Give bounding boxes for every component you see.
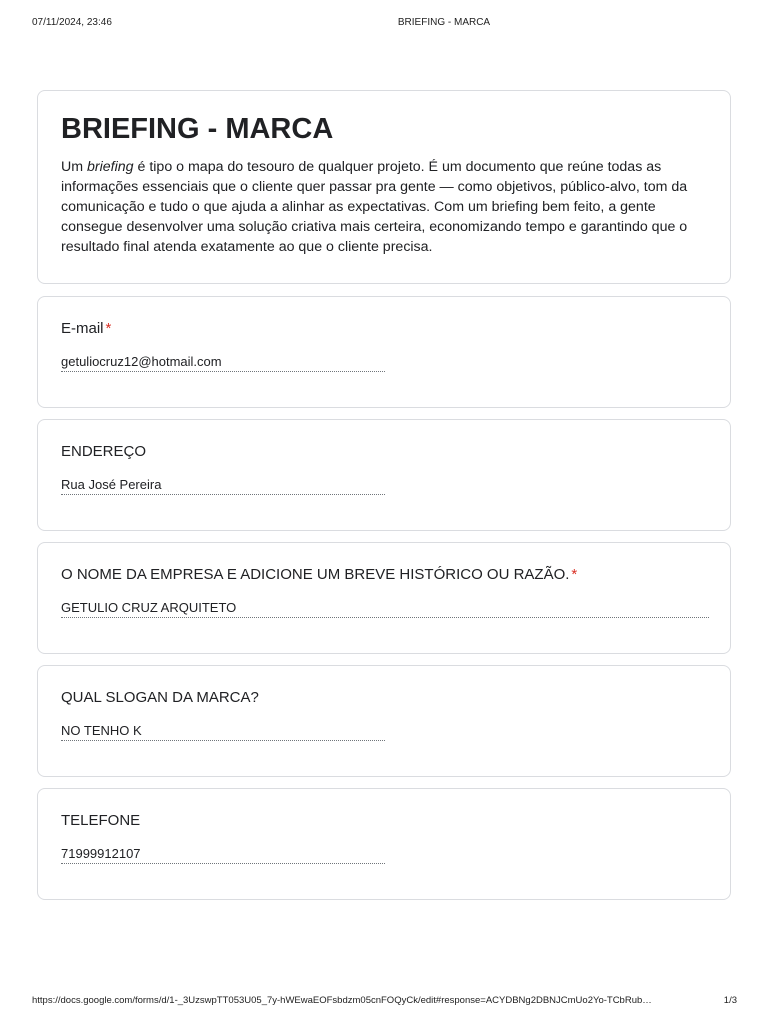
question-card-phone bbox=[37, 788, 731, 900]
answer-field-phone[interactable]: 71999912107 bbox=[61, 845, 385, 864]
answer-field-slogan[interactable]: NO TENHO K bbox=[61, 722, 385, 741]
answer-field-company[interactable]: GETULIO CRUZ ARQUITETO bbox=[61, 599, 709, 618]
page-number: 1/3 bbox=[723, 995, 737, 1006]
print-header bbox=[0, 17, 768, 31]
form-description-rest: é tipo o mapa do tesouro de qualquer projeto. É um documento que reúne todas as informações essenciais que o cliente quer passar pra gente — como objetivos, público-alvo, tom da comunicação e tudo o que ajuda a alinhar as expectativas. Com um briefing bem feito, a gente consegue desenvolver uma solução criativa mais certeira, economizando tempo e garantindo que o resultado final atenda exatamente ao que o cliente precisa. bbox=[61, 159, 688, 255]
print-url: https://docs.google.com/forms/d/1-_3UzswpTT053U05_7y-hWEwaEOFsbdzm05cnFOQyCk/edit#response=ACYDBNg2DBNJCmUo2Yo-TCbRub… bbox=[32, 995, 652, 1006]
question-label bbox=[61, 811, 707, 831]
question-card-email bbox=[37, 296, 731, 408]
answer-field-address[interactable]: Rua José Pereira bbox=[61, 476, 385, 495]
question-card-slogan bbox=[37, 665, 731, 777]
print-title: BRIEFING - MARCA bbox=[397, 17, 491, 28]
print-footer bbox=[0, 995, 768, 1009]
question-label-text: TELEFONE bbox=[61, 812, 141, 829]
question-label-text: QUAL SLOGAN DA MARCA? bbox=[61, 689, 259, 706]
question-label-text: ENDEREÇO bbox=[61, 443, 147, 460]
form-description-prefix: Um bbox=[61, 159, 88, 175]
question-card-company bbox=[37, 542, 731, 654]
form-title: BRIEFING - MARCA bbox=[61, 113, 334, 145]
question-label-text: O NOME DA EMPRESA E ADICIONE UM BREVE HISTÓRICO OU RAZÃO. bbox=[61, 566, 570, 583]
question-label bbox=[61, 319, 707, 339]
form-description bbox=[61, 157, 707, 257]
question-label bbox=[61, 688, 707, 708]
question-label-text: E-mail bbox=[61, 320, 104, 337]
question-label bbox=[61, 442, 707, 462]
question-label bbox=[61, 565, 707, 585]
answer-field-email[interactable]: getuliocruz12@hotmail.com bbox=[61, 353, 385, 372]
print-datetime: 07/11/2024, 23:46 bbox=[32, 17, 112, 28]
required-marker: * bbox=[571, 566, 578, 583]
required-marker: * bbox=[105, 320, 112, 337]
form-header-card bbox=[37, 90, 731, 284]
question-card-address bbox=[37, 419, 731, 531]
form-description-emphasis: briefing bbox=[87, 159, 134, 175]
